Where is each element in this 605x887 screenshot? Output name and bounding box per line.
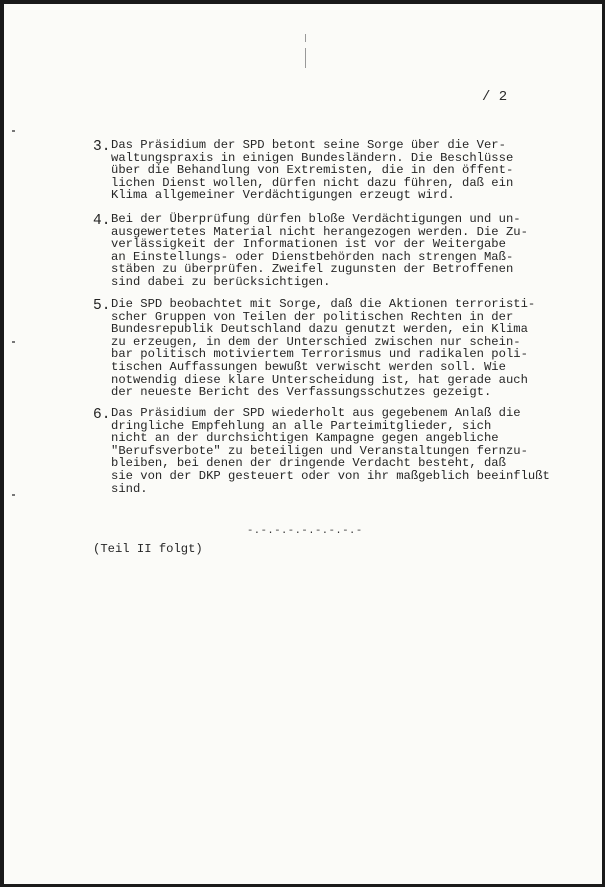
list-item-5 — [93, 298, 563, 399]
text-line: scher Gruppen von Teilen der politischen Rechten in der — [111, 309, 514, 324]
scan-mark — [305, 34, 306, 42]
text-line: ausgewertetes Material nicht herangezogen werden. Die Zu- — [111, 224, 528, 239]
text-line: nicht an der durchsichtigen Kampagne gegen angebliche — [111, 431, 499, 446]
text-line: an Einstellungs- oder Dienstbehörden nach strengen Maß- — [111, 249, 514, 264]
item-number: 3. — [93, 139, 111, 155]
text-line: verlässigkeit der Informationen ist vor der Weitergabe — [111, 237, 506, 252]
punch-hole-mark — [12, 341, 15, 343]
text-line: stäben zu überprüfen. Zweifel zugunsten der Betroffenen — [111, 262, 514, 277]
punch-hole-mark — [12, 130, 15, 132]
text-line: lichen Dienst wollen, dürfen nicht dazu führen, daß ein — [111, 175, 514, 190]
section-separator: -.-.-.-.-.-.-.-.- — [247, 525, 363, 537]
list-item-6 — [93, 407, 563, 495]
item-number: 6. — [93, 407, 111, 423]
text-line: tischen Auffassungen bewußt verwischt werden soll. Wie — [111, 359, 506, 374]
text-line: sie von der DKP gesteuert oder von ihr maßgeblich beeinflußt — [111, 468, 550, 483]
scan-mark — [305, 48, 306, 68]
item-number: 5. — [93, 298, 111, 314]
text-line: dringliche Empfehlung an alle Parteimitglieder, sich — [111, 418, 492, 433]
document-page — [4, 4, 602, 884]
text-line: notwendig diese klare Unterscheidung ist, hat gerade auch — [111, 372, 528, 387]
text-line: Bei der Überprüfung dürfen bloße Verdächtigungen und un- — [111, 212, 521, 226]
text-line: bleiben, bei denen der dringende Verdacht besteht, daß — [111, 456, 506, 471]
text-line: waltungspraxis in einigen Bundesländern. Die Beschlüsse — [111, 150, 514, 165]
list-item-3 — [93, 139, 563, 202]
text-line: "Berufsverbote" zu beteiligen und Veranstaltungen fernzu- — [111, 443, 528, 458]
continuation-note: (Teil II folgt) — [93, 542, 203, 556]
text-line: Die SPD beobachtet mit Sorge, daß die Aktionen terroristi- — [111, 297, 536, 311]
text-line: zu erzeugen, in dem der Unterschied zwischen nur schein- — [111, 334, 521, 349]
punch-hole-mark — [12, 494, 15, 496]
list-item-4 — [93, 213, 563, 289]
page-number: / 2 — [482, 89, 508, 105]
text-line: Bundesrepublik Deutschland dazu genutzt werden, ein Klima — [111, 322, 528, 337]
text-line: sind dabei zu berücksichtigen. — [111, 274, 331, 289]
text-line: der neueste Bericht des Verfassungsschutzes gezeigt. — [111, 385, 492, 400]
text-line: Klima allgemeiner Verdächtigungen erzeugt wird. — [111, 188, 455, 203]
item-number: 4. — [93, 213, 111, 229]
text-line: Das Präsidium der SPD wiederholt aus gegebenem Anlaß die — [111, 406, 521, 420]
text-line: bar politisch motiviertem Terrorismus und radikalen poli- — [111, 347, 528, 362]
text-line: sind. — [111, 481, 148, 496]
text-line: Das Präsidium der SPD betont seine Sorge über die Ver- — [111, 138, 506, 152]
text-line: über die Behandlung von Extremisten, die in den öffent- — [111, 163, 514, 178]
